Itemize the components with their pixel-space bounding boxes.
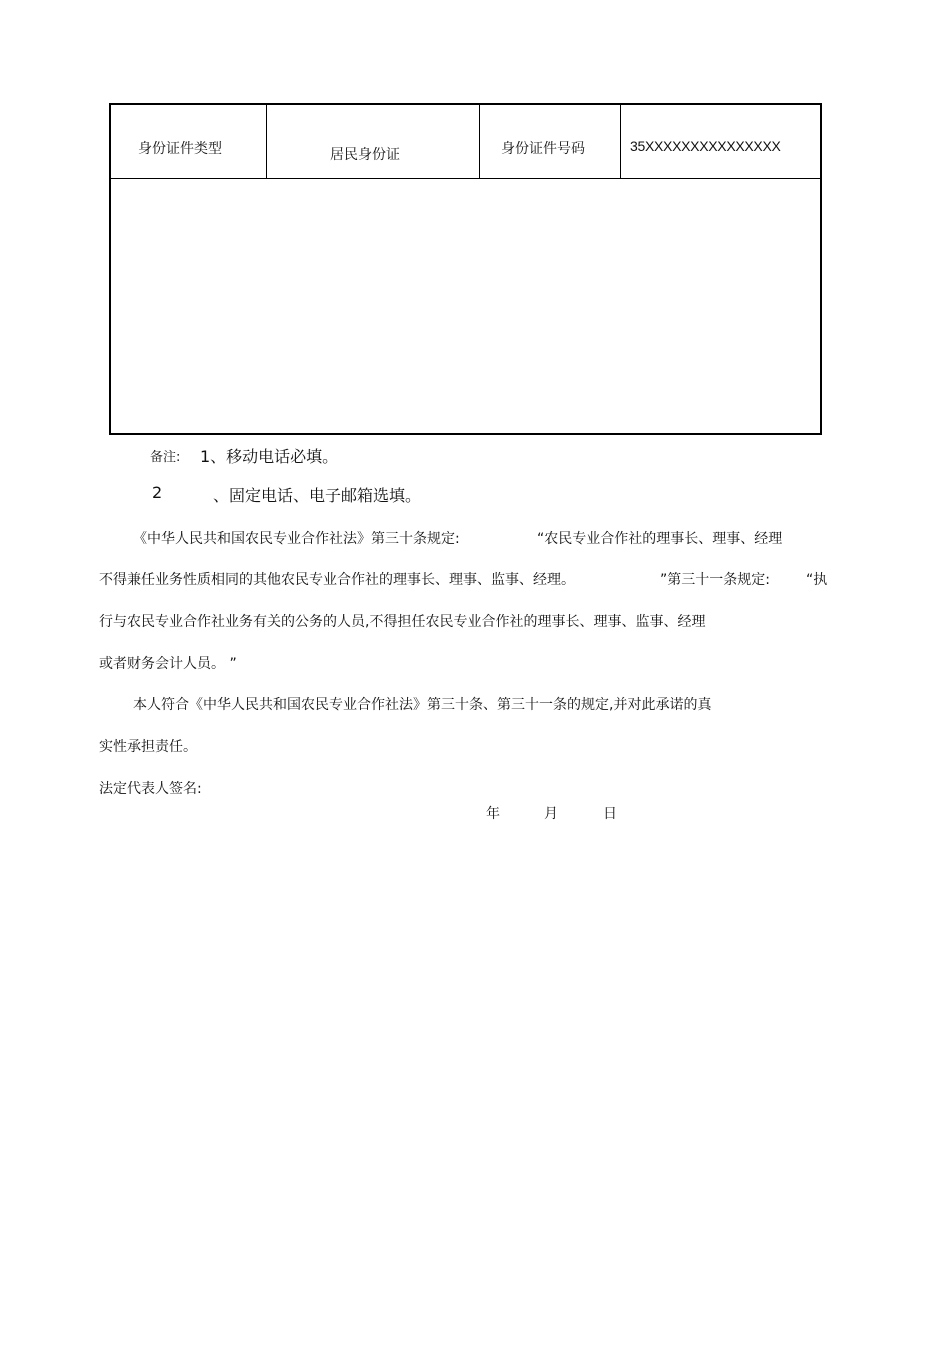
signature-label: 法定代表人签名: [99,781,202,797]
law-line-2b: ”第三十一条规定: [660,572,770,588]
date-day: 日 [603,806,617,822]
note-item-1: 1、移动电话必填。 [200,447,339,466]
pledge-line-2: 实性承担责任。 [99,739,197,755]
id-type-label: 身份证件类型 [138,141,222,157]
id-info-table [109,103,822,435]
date-month: 月 [544,806,558,822]
note-item-2-text: 、固定电话、电子邮箱选填。 [213,486,422,505]
law-line-3: 行与农民专业合作社业务有关的公务的人员,不得担任农民专业合作社的理事长、理事、监事、经理 [99,614,706,630]
law-line-1b: “农民专业合作社的理事长、理事、经理 [537,531,783,547]
law-line-4: 或者财务会计人员。 ” [99,656,237,672]
law-line-2c: “执 [806,572,828,588]
notes-prefix: 备注: [150,450,181,465]
table-blank-area [111,179,820,433]
law-line-1a: 《中华人民共和国农民专业合作社法》第三十条规定: [133,531,460,547]
note-item-2-number: 2 [152,483,163,502]
id-type-label-cell [111,105,267,178]
date-year: 年 [486,806,500,822]
law-line-2a: 不得兼任业务性质相同的其他农民专业合作社的理事长、理事、监事、经理。 [99,572,575,588]
id-number-label: 身份证件号码 [501,141,585,157]
id-type-value: 居民身份证 [330,147,400,163]
pledge-line-1: 本人符合《中华人民共和国农民专业合作社法》第三十条、第三十一条的规定,并对此承诺的真 [133,697,712,713]
id-number-value-cell [621,105,820,178]
id-number-label-cell [480,105,621,178]
id-info-header-row [111,105,820,179]
id-number-value: 35XXXXXXXXXXXXXXX [630,138,781,154]
id-type-value-cell [267,105,480,178]
